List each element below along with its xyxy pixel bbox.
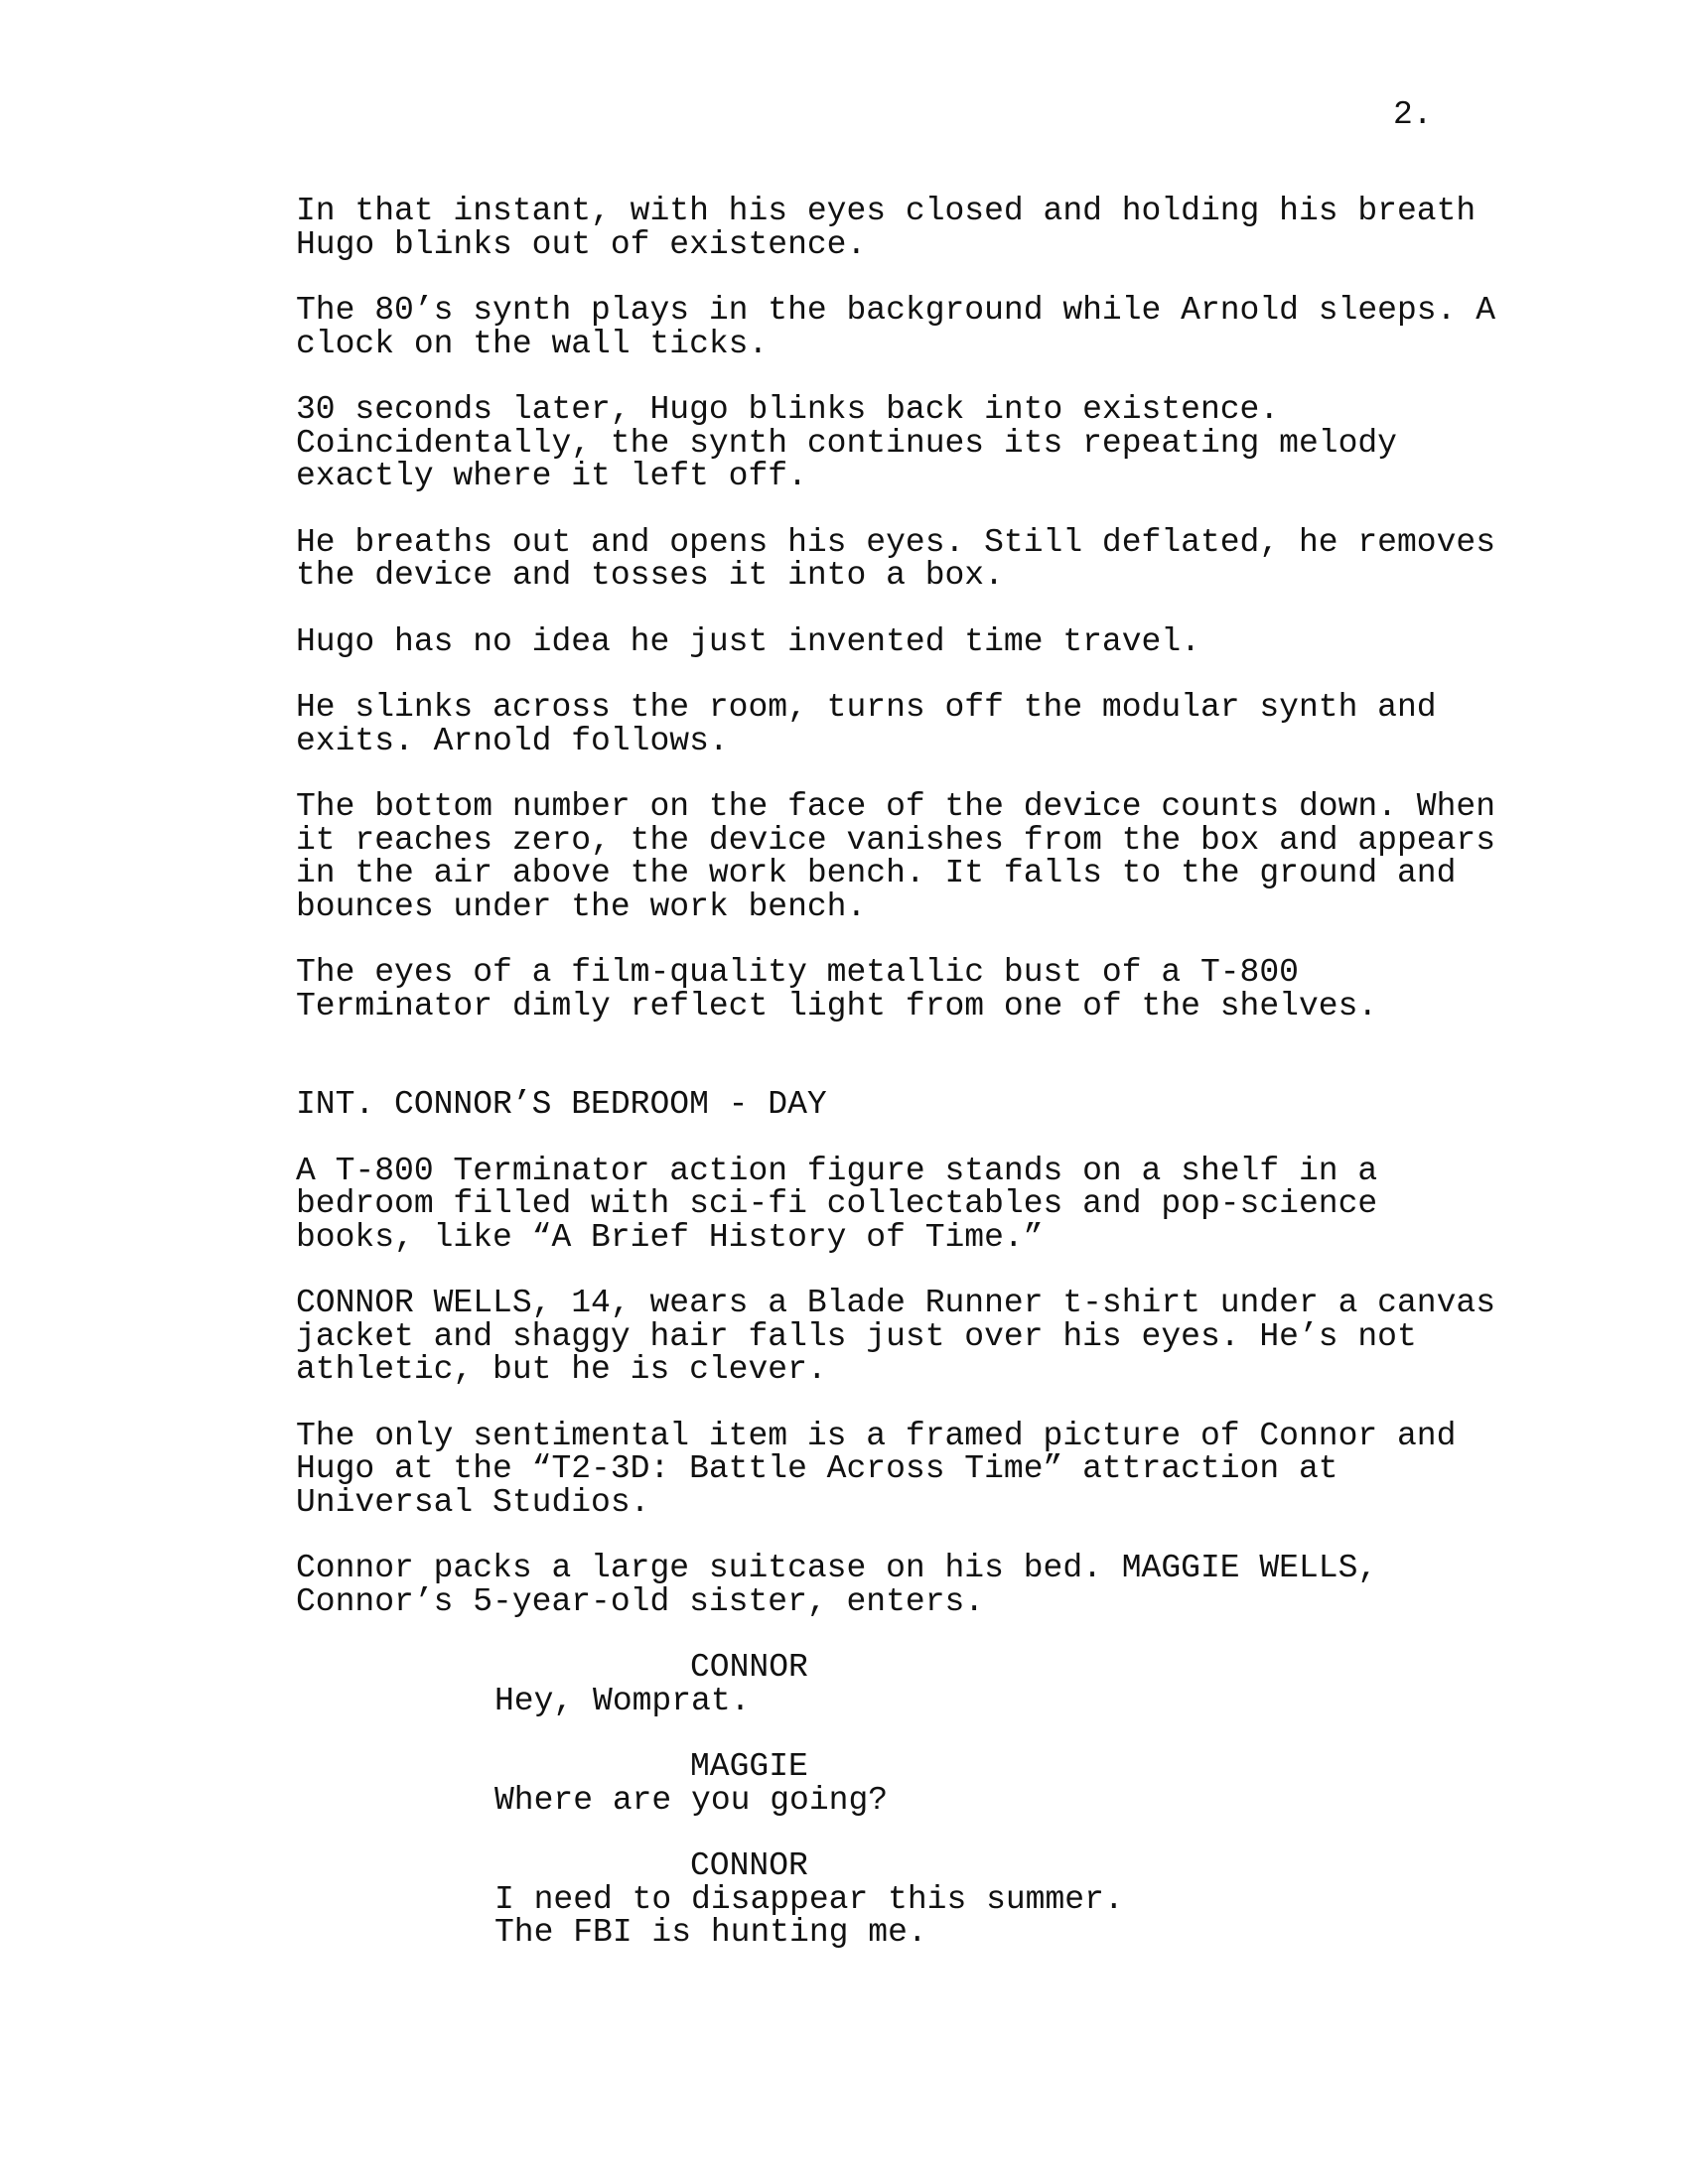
dialogue-line: Where are you going? [494,1781,889,1819]
action-paragraph: He breaths out and opens his eyes. Still deflated, he removes the device and tosses it into a box. [296,523,1495,594]
action-paragraph: The bottom number on the face of the device counts down. When it reaches zero, the device vanishes from the box and appears in the air above the work bench. It falls to the ground and bounces under the work bench. [296,788,1495,925]
character-name: CONNOR [690,1847,808,1884]
action-paragraph: Hugo has no idea he just invented time travel. [296,622,1200,660]
action-paragraph: He slinks across the room, turns off the modular synth and exits. Arnold follows. [296,689,1437,759]
dialogue-block [296,1849,1517,1950]
dialogue-block [296,1750,1517,1817]
dialogue-block [296,1651,1517,1717]
action-paragraph: Connor packs a large suitcase on his bed. MAGGIE WELLS, Connor’s 5-year-old sister, enters. [296,1550,1378,1620]
scene-heading: INT. CONNOR’S BEDROOM - DAY [296,1086,827,1123]
action-paragraph: The eyes of a film-quality metallic bust of a T-800 Terminator dimly reflect light from one of the shelves. [296,954,1378,1024]
page-number: 2. [1393,96,1433,133]
action-paragraph: The 80’s synth plays in the background while Arnold sleeps. A clock on the wall ticks. [296,292,1495,362]
action-paragraph: CONNOR WELLS, 14, wears a Blade Runner t-shirt under a canvas jacket and shaggy hair falls just over his eyes. He’s not athletic, but he is clever. [296,1285,1495,1388]
action-paragraph: The only sentimental item is a framed picture of Connor and Hugo at the “T2-3D: Battle Across Time” attraction at Universal Studios. [296,1417,1457,1521]
character-name: CONNOR [690,1649,808,1686]
dialogue-line: Hey, Womprat. [494,1682,751,1719]
action-paragraph: A T-800 Terminator action figure stands on a shelf in a bedroom filled with sci-fi collectables and pop-science books, like “A Brief History of Time.” [296,1152,1378,1256]
action-paragraph: 30 seconds later, Hugo blinks back into existence. Coincidentally, the synth continues its repeating melody exactly where it left off. [296,391,1397,494]
screenplay-body [296,195,1517,1982]
action-paragraph: In that instant, with his eyes closed and holding his breath Hugo blinks out of existence. [296,193,1477,263]
dialogue-line: I need to disappear this summer. The FBI is hunting me. [494,1880,1124,1951]
character-name: MAGGIE [690,1748,808,1785]
